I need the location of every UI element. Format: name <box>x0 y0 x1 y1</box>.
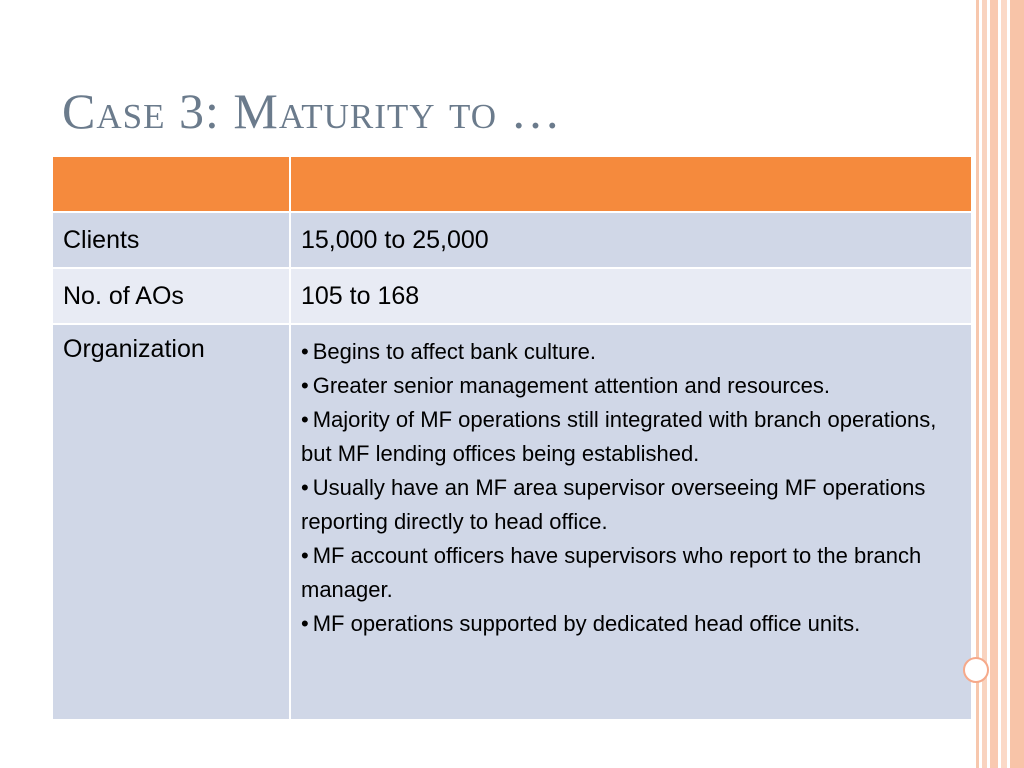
bullet-icon: • <box>301 611 309 636</box>
organization-label: Organization <box>63 335 205 363</box>
bullet-icon: • <box>301 475 309 500</box>
table-header-cell <box>290 156 972 212</box>
list-item: • Begins to affect bank culture. <box>301 339 597 364</box>
decorative-stripe <box>1001 0 1007 768</box>
row-label-aos: No. of AOs <box>52 268 290 324</box>
decorative-stripe <box>1010 0 1024 768</box>
slide-title: Case 3: Maturity to … <box>62 83 562 139</box>
bullet-icon: • <box>301 407 309 432</box>
list-item: • MF account officers have supervisors who report to the branch manager. <box>301 543 922 602</box>
table-header-cell <box>52 156 290 212</box>
list-item: • Greater senior management attention and resources. <box>301 373 830 398</box>
table-row <box>52 212 972 268</box>
table-row <box>52 268 972 324</box>
list-item: • Usually have an MF area supervisor overseeing MF operations reporting directly to head office. <box>301 475 926 534</box>
table-row-organization <box>52 324 972 720</box>
row-value-organization <box>290 324 972 720</box>
bullet-icon: • <box>301 373 309 398</box>
row-label-clients: Clients <box>52 212 290 268</box>
table-header-row <box>52 156 972 212</box>
row-value-aos: 105 to 168 <box>290 268 972 324</box>
page-circle-icon <box>963 657 989 683</box>
decorative-stripe <box>976 0 979 768</box>
row-value-clients: 15,000 to 25,000 <box>290 212 972 268</box>
list-item: • MF operations supported by dedicated head office units. <box>301 611 861 636</box>
data-table <box>51 155 973 721</box>
bullet-icon: • <box>301 543 309 568</box>
list-item: • Majority of MF operations still integrated with branch operations, but MF lending offices being established. <box>301 407 937 466</box>
bullet-icon: • <box>301 339 309 364</box>
row-label-organization <box>52 324 290 720</box>
organization-bullet-list <box>301 325 961 641</box>
decorative-stripe <box>982 0 987 768</box>
decorative-stripe <box>990 0 998 768</box>
